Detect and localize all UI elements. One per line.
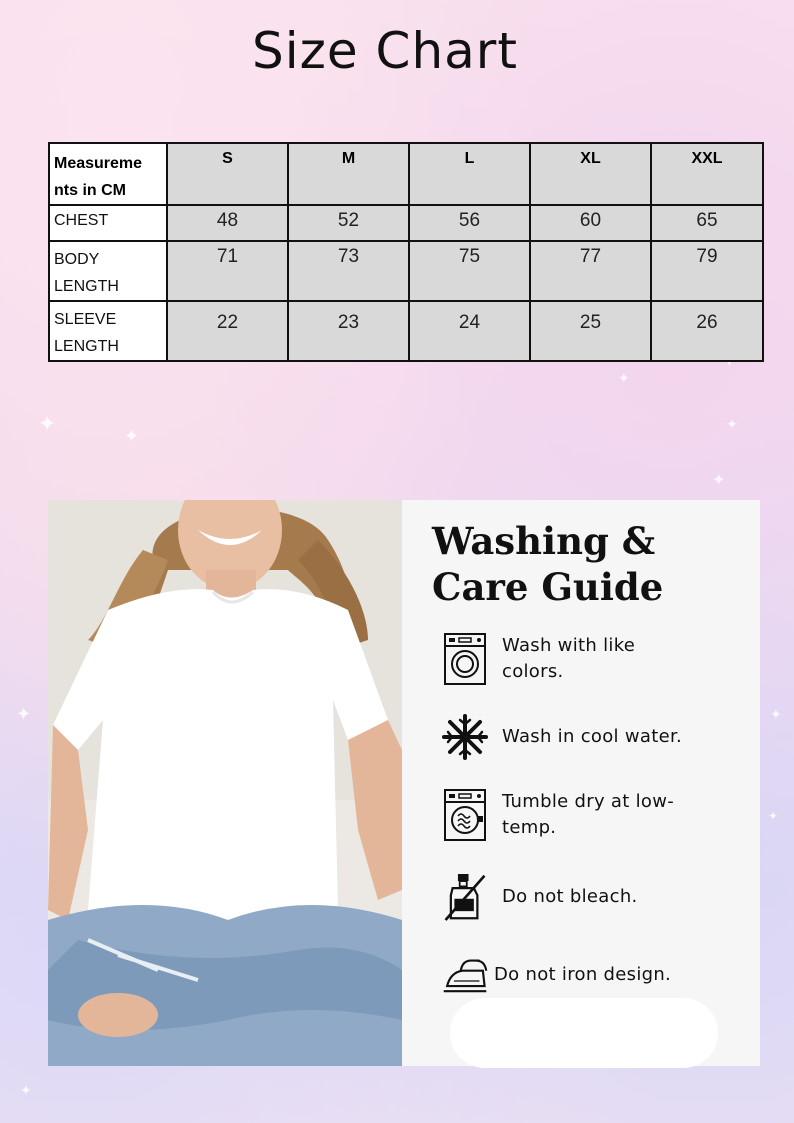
sparkle-icon: ✦ [768, 809, 779, 823]
page-title: Size Chart [252, 22, 518, 80]
table-cell: 26 [651, 301, 763, 361]
table-row [49, 205, 763, 241]
care-guide-title: Washing & Care Guide [432, 519, 664, 609]
snowflake-icon [442, 710, 488, 764]
care-item-text: Do not bleach. [502, 886, 638, 907]
row-label: BODY LENGTH [49, 241, 167, 301]
table-cell: 71 [167, 241, 288, 301]
table-row [49, 301, 763, 361]
table-cell: 48 [167, 205, 288, 241]
care-item-text: Wash in cool water. [502, 726, 683, 747]
table-cell: 25 [530, 301, 651, 361]
sparkle-icon: ✦ [124, 426, 140, 447]
row-label: CHEST [49, 205, 167, 241]
table-cell: 73 [288, 241, 409, 301]
iron-icon [442, 948, 488, 1002]
table-cell: 22 [167, 301, 288, 361]
sparkle-icon: ✦ [726, 417, 738, 433]
decorative-blob [450, 998, 718, 1068]
care-item [442, 948, 694, 1002]
care-item-text: Tumble dry at low-temp. [502, 791, 675, 838]
sparkle-icon: ✦ [618, 371, 630, 387]
column-header: M [288, 143, 409, 205]
care-item-text: Wash with like colors. [502, 635, 636, 682]
table-header-label: Measureme nts in CM [49, 143, 167, 205]
sparkle-icon: ✦ [770, 707, 782, 723]
table-row [49, 241, 763, 301]
row-label: SLEEVE LENGTH [49, 301, 167, 361]
model-illustration [48, 500, 402, 1066]
column-header: XXL [651, 143, 763, 205]
care-item [442, 632, 702, 686]
table-cell: 75 [409, 241, 530, 301]
column-header: XL [530, 143, 651, 205]
table-cell: 79 [651, 241, 763, 301]
care-item [442, 710, 702, 764]
sparkle-icon: ✦ [712, 470, 726, 489]
table-cell: 23 [288, 301, 409, 361]
column-header: L [409, 143, 530, 205]
sparkle-icon: ✦ [20, 1083, 32, 1099]
care-item [442, 788, 702, 842]
table-cell: 60 [530, 205, 651, 241]
sparkle-icon: ✦ [38, 412, 57, 437]
washing-machine-icon [442, 632, 488, 686]
table-header-row [49, 143, 763, 205]
table-cell: 77 [530, 241, 651, 301]
no-bleach-icon [442, 870, 488, 924]
model-photo [48, 500, 402, 1066]
sparkle-icon: ✦ [16, 704, 32, 725]
table-cell: 56 [409, 205, 530, 241]
tumble-dryer-icon [442, 788, 488, 842]
column-header: S [167, 143, 288, 205]
care-item [442, 870, 702, 924]
table-cell: 65 [651, 205, 763, 241]
table-cell: 52 [288, 205, 409, 241]
care-guide-panel [402, 500, 760, 1066]
care-item-text: Do not iron design. [494, 964, 672, 985]
size-table [48, 142, 764, 362]
table-cell: 24 [409, 301, 530, 361]
